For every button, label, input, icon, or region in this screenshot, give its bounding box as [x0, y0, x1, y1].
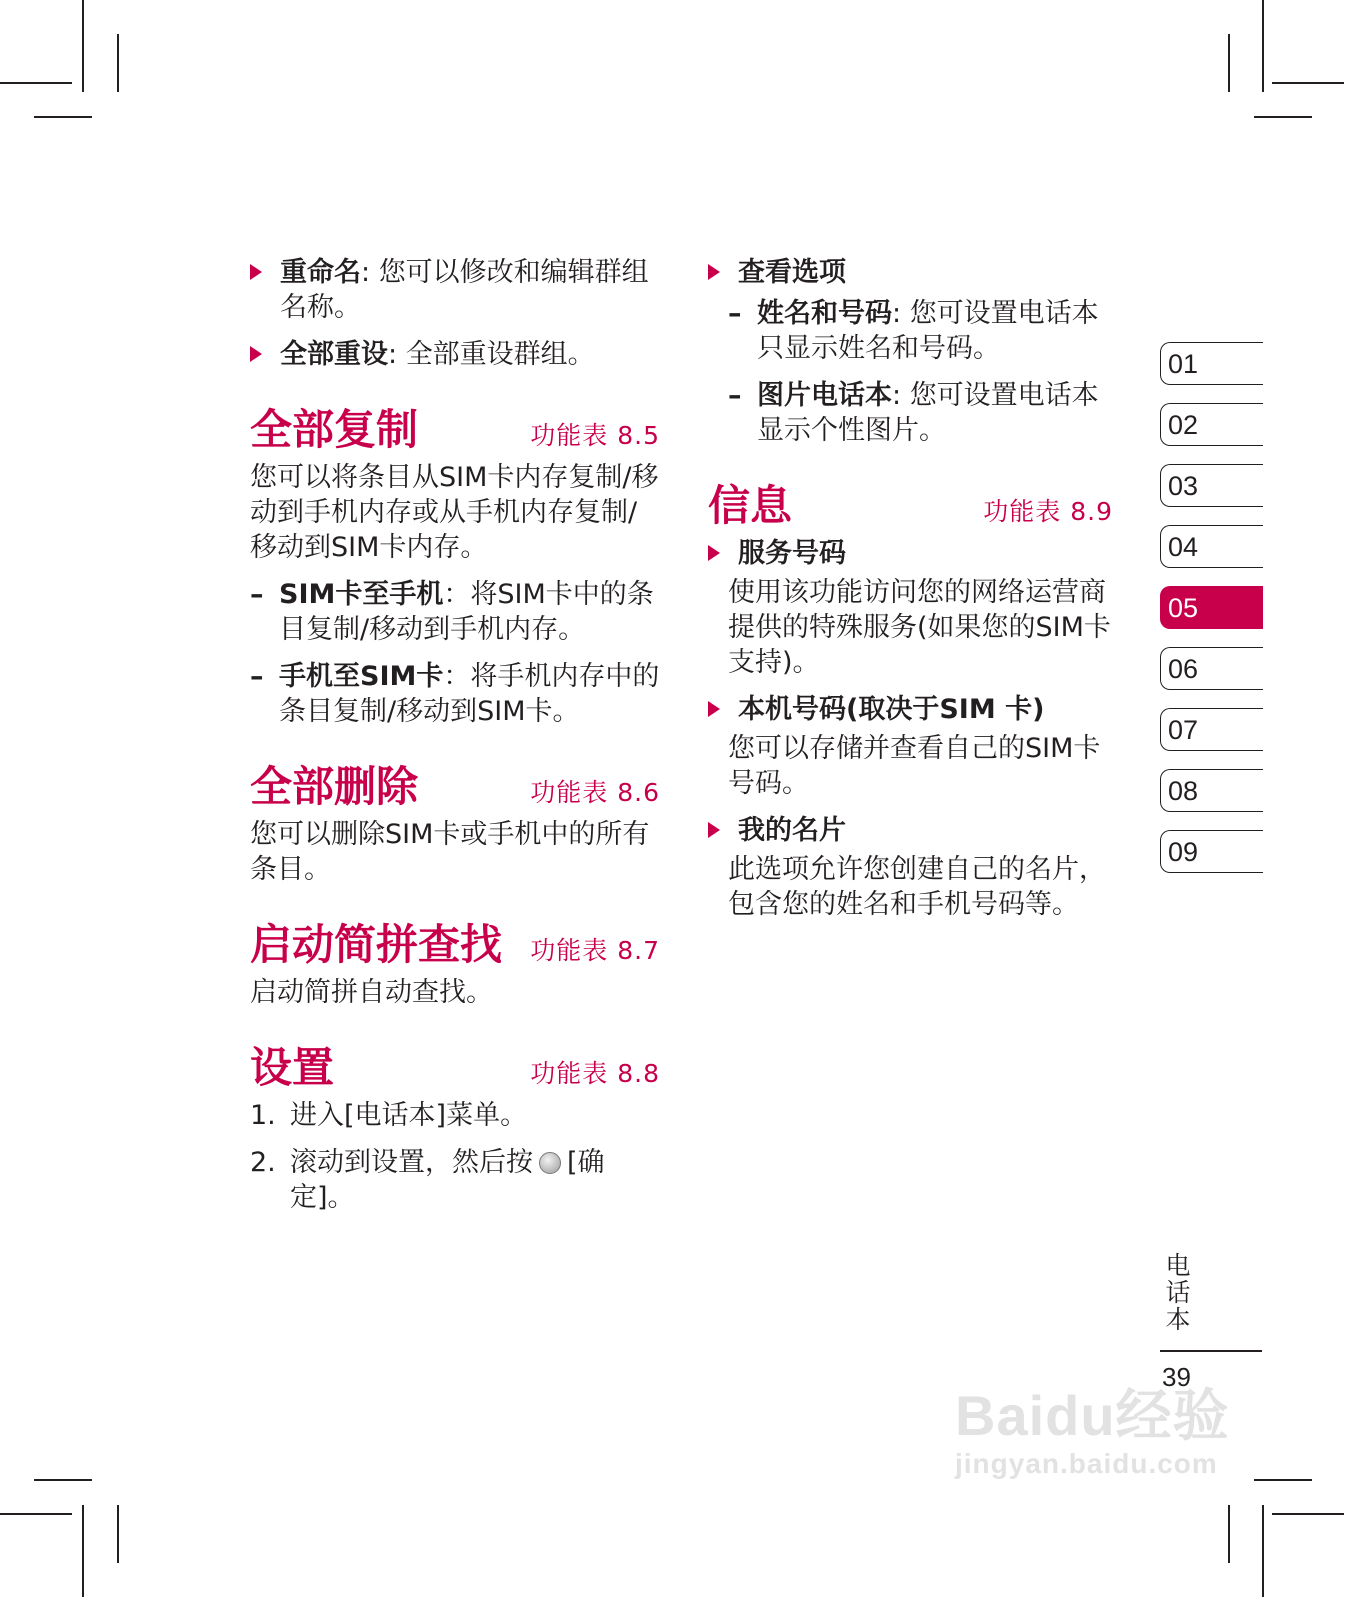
item-body: 此选项允许您创建自己的名片，包含您的姓名和手机号码等。 — [728, 854, 1106, 920]
section-messages — [708, 480, 1113, 532]
sub-item: – 姓名和号码: 您可设置电话本只显示姓名和号码。 — [728, 298, 1099, 364]
sub-text: 您可设置电话本只显示姓名和号码。 — [757, 298, 1099, 364]
chapter-tab[interactable]: 07 — [1160, 708, 1263, 751]
section-pinyin-search — [250, 919, 660, 971]
sub-term: 姓名和号码 — [757, 298, 892, 329]
chapter-tab[interactable]: 04 — [1160, 525, 1263, 568]
sub-text: 将SIM卡中的条目复制/移动到手机内存。 — [279, 579, 654, 645]
chapter-tab-active[interactable]: 05 — [1160, 586, 1263, 629]
bullet-triangle-icon — [250, 346, 262, 362]
view-options-item — [708, 255, 1113, 290]
my-card-item — [708, 813, 1113, 848]
section-title: 设置 — [250, 1043, 335, 1092]
right-column — [708, 255, 1113, 934]
crop-mark — [1262, 1505, 1264, 1597]
step-item: 1. 进入[电话本]菜单。 — [250, 1100, 528, 1131]
chapter-tab[interactable]: 09 — [1160, 830, 1263, 873]
chapter-title: 电话本 — [1162, 1252, 1191, 1333]
item-term: 服务号码 — [738, 538, 846, 569]
sub-item: – 图片电话本: 您可设置电话本显示个性图片。 — [728, 380, 1099, 446]
step-text: 进入[电话本]菜单。 — [290, 1100, 528, 1131]
section-title: 信息 — [708, 481, 793, 530]
chapter-tab[interactable]: 03 — [1160, 464, 1263, 507]
crop-mark — [82, 1505, 84, 1597]
section-title: 启动简拼查找 — [250, 920, 503, 969]
reset-all-item: 全部重设: 全部重设群组。 — [250, 337, 660, 372]
left-column — [250, 255, 660, 1227]
crop-mark — [82, 0, 84, 92]
crop-mark — [1272, 82, 1344, 84]
menu-reference: 功能表 8.8 — [530, 1059, 660, 1088]
crop-mark — [34, 1479, 92, 1481]
step-text: 滚动到设置，然后按 — [290, 1147, 533, 1178]
menu-reference: 功能表 8.7 — [530, 936, 660, 965]
menu-reference: 功能表 8.6 — [530, 778, 660, 807]
item-text: 全部重设群组。 — [405, 339, 595, 370]
item-term: 本机号码(取决于SIM 卡) — [738, 694, 1045, 725]
bullet-triangle-icon — [708, 264, 720, 280]
section-settings — [250, 1042, 660, 1094]
item-body: 使用该功能访问您的网络运营商提供的特殊服务(如果您的SIM卡支持)。 — [728, 577, 1111, 678]
chapter-tab[interactable]: 02 — [1160, 403, 1263, 446]
page-number: 39 — [1162, 1362, 1191, 1392]
section-body: 启动简拼自动查找。 — [250, 977, 493, 1008]
rename-item: 重命名: 您可以修改和编辑群组名称。 — [250, 255, 660, 325]
service-number-item — [708, 536, 1113, 571]
crop-mark — [1228, 1505, 1230, 1563]
bullet-triangle-icon — [708, 701, 720, 717]
crop-mark — [1228, 34, 1230, 92]
bullet-triangle-icon — [708, 822, 720, 838]
sub-item: – SIM卡至手机：将SIM卡中的条目复制/移动到手机内存。 — [250, 579, 654, 645]
own-number-item — [708, 692, 1113, 727]
section-body: 您可以将条目从SIM卡内存复制/移动到手机内存或从手机内存复制/移动到SIM卡内存。 — [250, 462, 659, 563]
sub-item: – 手机至SIM卡：将手机内存中的条目复制/移动到SIM卡。 — [250, 661, 660, 727]
crop-mark — [1272, 1513, 1344, 1515]
bullet-triangle-icon — [250, 264, 262, 280]
sub-text: 您可设置电话本显示个性图片。 — [757, 380, 1099, 446]
crop-mark — [34, 116, 92, 118]
bullet-triangle-icon — [708, 545, 720, 561]
item-text: 您可以修改和编辑群组名称。 — [280, 257, 649, 323]
step-item: 2. 滚动到设置，然后按 [确定]。 — [250, 1147, 605, 1213]
watermark-url: jingyan.baidu.com — [955, 1448, 1218, 1479]
crop-mark — [117, 1505, 119, 1563]
menu-reference: 功能表 8.9 — [983, 497, 1113, 526]
item-body: 您可以存储并查看自己的SIM卡号码。 — [728, 733, 1101, 799]
sub-text: 将手机内存中的条目复制/移动到SIM卡。 — [279, 661, 660, 727]
item-term: 重命名 — [280, 257, 361, 288]
crop-mark — [117, 34, 119, 92]
chapter-tab[interactable]: 08 — [1160, 769, 1263, 812]
chapter-tab[interactable]: 06 — [1160, 647, 1263, 690]
section-title: 全部删除 — [250, 762, 419, 811]
item-term: 我的名片 — [738, 815, 846, 846]
sub-term: SIM卡至手机 — [279, 579, 444, 610]
crop-mark — [1254, 116, 1312, 118]
crop-mark — [1262, 0, 1264, 92]
ok-key-icon — [539, 1152, 561, 1174]
watermark — [955, 1372, 1230, 1480]
crop-mark — [1254, 1479, 1312, 1481]
item-term: 全部重设 — [280, 339, 388, 370]
watermark-logo: Baidu经验 — [955, 1384, 1230, 1447]
crop-mark — [0, 82, 72, 84]
section-title: 全部复制 — [250, 405, 419, 454]
section-delete-all — [250, 761, 660, 813]
chapter-tab[interactable]: 01 — [1160, 342, 1263, 385]
sub-term: 图片电话本 — [757, 380, 892, 411]
menu-reference: 功能表 8.5 — [530, 421, 660, 450]
item-term: 查看选项 — [738, 257, 846, 288]
section-body: 您可以删除SIM卡或手机中的所有条目。 — [250, 819, 650, 885]
section-copy-all — [250, 404, 660, 456]
sub-term: 手机至SIM卡 — [279, 661, 444, 692]
crop-mark — [0, 1513, 72, 1515]
step-text: [确定]。 — [290, 1147, 605, 1213]
page-divider — [1160, 1350, 1262, 1352]
chapter-tabs — [1160, 342, 1263, 891]
